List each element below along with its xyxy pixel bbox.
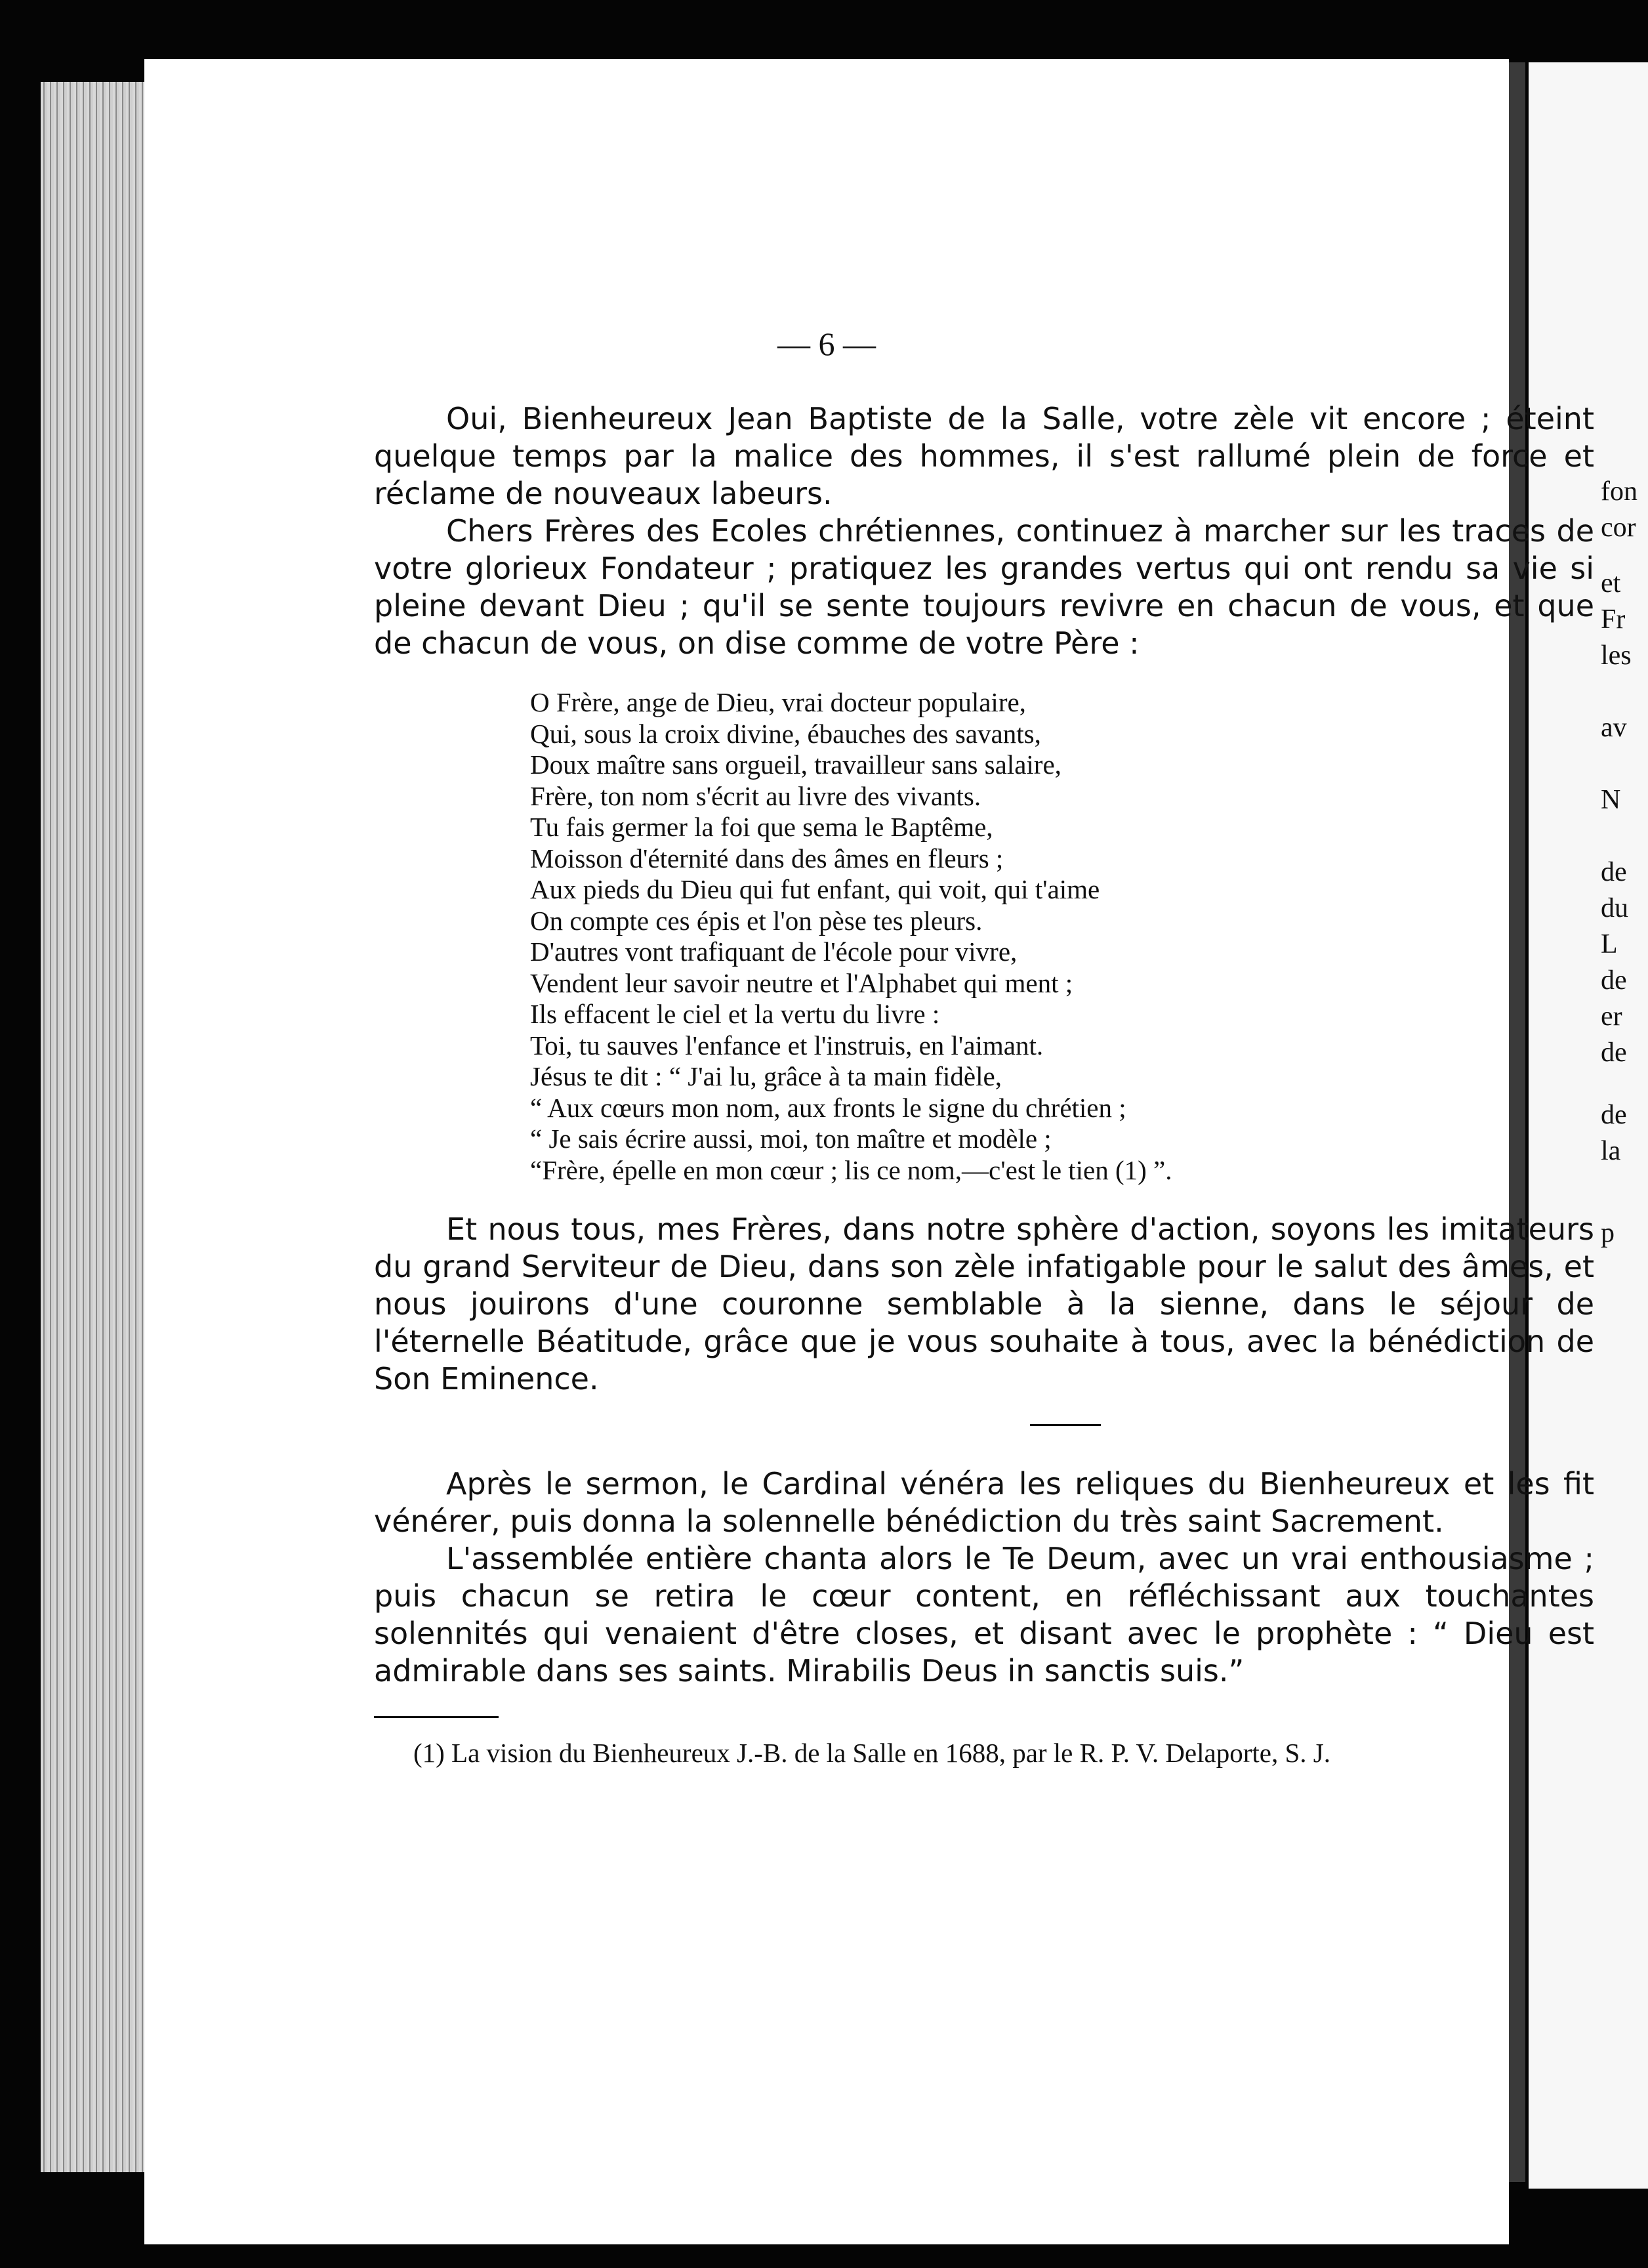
facing-page-fragment: cor xyxy=(1601,513,1636,543)
paragraph: Chers Frères des Ecoles chrétiennes, continuez à marcher sur les traces de votre glorieux Fondateur ; pratiquez les grandes vertus qui ont rendu sa vie si pleine devant Dieu ; qu'il se sente toujours revivre en chacun de vous, et que de chacun de vous, on dise comme de votre Père : xyxy=(374,513,1594,661)
paragraph: Oui, Bienheureux Jean Baptiste de la Salle, votre zèle vit encore ; éteint quelque temps par la malice des hommes, il s'est rallumé plein de force et réclame de nouveaux labeurs. xyxy=(374,401,1594,511)
poem xyxy=(530,687,1594,1186)
facing-page-fragment: av xyxy=(1601,713,1627,743)
poem-line: Frère, ton nom s'écrit au livre des vivants. xyxy=(530,780,981,811)
poem-line: Vendent leur savoir neutre et l'Alphabet qui ment ; xyxy=(530,967,1073,998)
facing-page-fragment: et xyxy=(1601,568,1621,598)
poem-line: Toi, tu sauves l'enfance et l'instruis, en l'aimant. xyxy=(530,1030,1044,1060)
book-page xyxy=(144,59,1594,2244)
facing-page-fragment: Fr xyxy=(1601,604,1626,635)
facing-page-fragment: de xyxy=(1601,965,1627,996)
facing-page-fragment: du xyxy=(1601,893,1628,923)
book-page-edges xyxy=(41,82,149,2172)
poem-line: Doux maître sans orgueil, travailleur sans salaire, xyxy=(530,749,1061,780)
poem-line: D'autres vont trafiquant de l'école pour vivre, xyxy=(530,936,1018,967)
poem-line: “ Aux cœurs mon nom, aux fronts le signe du chrétien ; xyxy=(530,1092,1126,1123)
poem-line: Jésus te dit : “ J'ai lu, grâce à ta main fidèle, xyxy=(530,1061,1002,1091)
paragraph: Et nous tous, mes Frères, dans notre sphère d'action, soyons les imitateurs du grand Serviteur de Dieu, dans son zèle infatigable pour le salut des âmes, et nous jouirons d'une couronne semblable à la sienne, dans le séjour de l'éternelle Béatitude, grâce que je vous souhaite à tous, avec la bénédiction de Son Eminence. xyxy=(374,1211,1594,1396)
paragraph: L'assemblée entière chanta alors le Te Deum, avec un vrai enthousiasme ; puis chacun se retira le cœur content, en réfléchissant aux touchantes solennités qui venaient d'être closes, et disant avec le prophète : “ Dieu est admirable dans ses saints. Mirabilis Deus in sanctis suis.” xyxy=(374,1541,1594,1689)
facing-page-fragment: fon xyxy=(1601,476,1638,507)
poem-line: “Frère, épelle en mon cœur ; lis ce nom,—c'est le tien (1) ”. xyxy=(530,1154,1172,1185)
poem-line: Qui, sous la croix divine, ébauches des savants, xyxy=(530,718,1041,749)
page-body xyxy=(374,400,1594,1769)
poem-line: Aux pieds du Dieu qui fut enfant, qui voit, qui t'aime xyxy=(530,874,1100,904)
page-number: — 6 — xyxy=(777,326,876,362)
poem-line: Tu fais germer la foi que sema le Baptême, xyxy=(530,812,993,842)
facing-page-fragment: de xyxy=(1601,857,1627,887)
paragraph: Après le sermon, le Cardinal vénéra les reliques du Bienheureux et les fit vénérer, puis donna la solennelle bénédiction du très saint Sacrement. xyxy=(374,1466,1594,1539)
section-divider xyxy=(1030,1424,1101,1426)
facing-page-fragment: N xyxy=(1601,785,1621,815)
facing-page-fragment: les xyxy=(1601,640,1632,671)
poem-line: On compte ces épis et l'on pèse tes pleurs. xyxy=(530,905,983,936)
facing-page-fragment: de xyxy=(1601,1100,1627,1130)
facing-page-fragment: de xyxy=(1601,1038,1627,1068)
facing-page-fragment: er xyxy=(1601,1001,1622,1032)
footnote-divider xyxy=(374,1716,499,1718)
poem-line: Moisson d'éternité dans des âmes en fleurs ; xyxy=(530,843,1004,873)
poem-line: O Frère, ange de Dieu, vrai docteur populaire, xyxy=(530,687,1026,717)
poem-line: Ils effacent le ciel et la vertu du livre : xyxy=(530,999,940,1029)
facing-page-fragment: la xyxy=(1601,1136,1621,1166)
poem-line: “ Je sais écrire aussi, moi, ton maître et modèle ; xyxy=(530,1124,1052,1154)
facing-page-fragment: p xyxy=(1601,1218,1615,1248)
facing-page-fragment: L xyxy=(1601,929,1618,959)
footnote: (1) La vision du Bienheureux J.-B. de la Salle en 1688, par le R. P. V. Delaporte, S. J. xyxy=(413,1738,1330,1768)
